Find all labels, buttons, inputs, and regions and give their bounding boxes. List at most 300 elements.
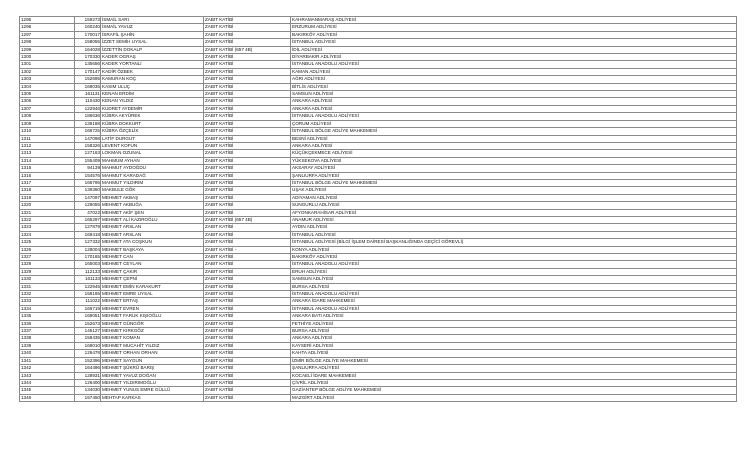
table-row [20,83,737,90]
job-title-cell: ZABIT KATİBİ [204,128,291,135]
row-number-cell: 1319 [20,194,75,201]
row-number-cell: 1343 [20,372,75,379]
registry-id-cell: 128004 [75,246,101,253]
table-row [20,194,737,201]
table-row [20,187,737,194]
court-unit-cell: ANKARA ADLİYESİ [291,98,737,105]
job-title-cell: ZABIT KATİBİ [204,394,291,401]
full-name-cell: MAHMUT YILDIRIM [101,179,204,186]
full-name-cell: KADER YORTANLI [101,61,204,68]
full-name-cell: İZZET SEMİH UYSAL [101,39,204,46]
registry-id-cell: 154576 [75,172,101,179]
court-unit-cell: KAHTA ADLİYESİ [291,350,737,357]
row-number-cell: 1332 [20,291,75,298]
job-title-cell: ZABIT KATİBİ [204,157,291,164]
registry-id-cell: 122946 [75,105,101,112]
full-name-cell: İSMAİL SARI [101,17,204,24]
full-name-cell: İSRAFİL ŞAHİN [101,31,204,38]
row-number-cell: 1346 [20,394,75,401]
court-unit-cell: ANKARA ADLİYESİ [291,105,737,112]
row-number-cell: 1320 [20,202,75,209]
job-title-cell: ZABIT KATİBİ [204,268,291,275]
row-number-cell: 1313 [20,150,75,157]
job-title-cell: ZABIT KATİBİ [204,76,291,83]
table-row [20,335,737,342]
table-row [20,76,737,83]
registry-id-cell: 164028 [75,46,101,53]
table-row [20,276,737,283]
registry-id-cell: 158435 [75,335,101,342]
job-title-cell: ZABIT KATİBİ [204,313,291,320]
job-title-cell: ZABIT KATİBİ [204,172,291,179]
full-name-cell: İZZETTİN DOKALP [101,46,204,53]
table-row [20,246,737,253]
table-row [20,372,737,379]
court-unit-cell: İSTANBUL ANADOLU ADLİYESİ [291,261,737,268]
table-row [20,46,737,53]
registry-id-cell: 152673 [75,320,101,327]
row-number-cell: 1299 [20,46,75,53]
registry-id-cell: 170017 [75,31,101,38]
job-title-cell: ZABIT KATİBİ [204,305,291,312]
row-number-cell: 1328 [20,261,75,268]
registry-id-cell: 127879 [75,224,101,231]
court-unit-cell: AĞRI ADLİYESİ [291,76,737,83]
full-name-cell: MEHMET EMİN KARAKURT [101,283,204,290]
table-row [20,254,737,261]
court-unit-cell: KONYA ADLİYESİ [291,246,737,253]
job-title-cell: ZABIT KATİBİ [204,283,291,290]
full-name-cell: MEHMET FARUK KIŞIOĞLU [101,313,204,320]
job-title-cell: ZABIT KATİBİ [204,372,291,379]
full-name-cell: MAHMUT AYDOĞDU [101,165,204,172]
registry-id-cell: 161133 [75,276,101,283]
row-number-cell: 1327 [20,254,75,261]
court-unit-cell: UŞAK ADLİYESİ [291,187,737,194]
row-number-cell: 1345 [20,387,75,394]
row-number-cell: 1309 [20,120,75,127]
full-name-cell: MEHMET BAŞKAYA [101,246,204,253]
court-unit-cell: KAYSERİ ADLİYESİ [291,342,737,349]
job-title-cell: ZABIT KATİBİ [204,120,291,127]
registry-id-cell: 47022 [75,209,101,216]
row-number-cell: 1329 [20,268,75,275]
row-number-cell: 1306 [20,98,75,105]
row-number-cell: 1302 [20,68,75,75]
full-name-cell: KADİR ÖZBEK [101,68,204,75]
job-title-cell: ZABIT KATİBİ [204,261,291,268]
registry-id-cell: 129055 [75,202,101,209]
table-row [20,342,737,349]
full-name-cell: MEHMET YUNUS EMRE GÜLLÜ [101,387,204,394]
row-number-cell: 1321 [20,209,75,216]
registry-id-cell: 157450 [75,394,101,401]
row-number-cell: 1318 [20,187,75,194]
table-row [20,113,737,120]
table-row [20,54,737,61]
table-row [20,202,737,209]
registry-id-cell: 126478 [75,350,101,357]
row-number-cell: 1336 [20,320,75,327]
court-unit-cell: İSTANBUL ANADOLU ADLİYESİ [291,291,737,298]
registry-id-cell: 139188 [75,120,101,127]
court-unit-cell: BURSA ADLİYESİ [291,283,737,290]
registry-id-cell: 165003 [75,261,101,268]
court-unit-cell: SUNGURLU ADLİYESİ [291,202,737,209]
court-unit-cell: ANAMUR ADLİYESİ [291,216,737,223]
table-row [20,209,737,216]
full-name-cell: MAHMUT KARADAĞ [101,172,204,179]
full-name-cell: MEHMET KIRKGÖZ [101,328,204,335]
full-name-cell: MEHTAP KARKAS [101,394,204,401]
table-row [20,320,737,327]
registry-id-cell: 147097 [75,194,101,201]
row-number-cell: 1316 [20,172,75,179]
registry-id-cell: 127332 [75,239,101,246]
job-title-cell: ZABIT KATİBİ [204,113,291,120]
row-number-cell: 1317 [20,179,75,186]
row-number-cell: 1331 [20,283,75,290]
job-title-cell: ZABIT KATİBİ [204,31,291,38]
court-unit-cell: BAKIRKÖY ADLİYESİ [291,31,737,38]
table-row [20,298,737,305]
table-row [20,142,737,149]
court-unit-cell: KAMAN ADLİYESİ [291,68,737,75]
court-unit-cell: BAKIRKÖY ADLİYESİ [291,254,737,261]
court-unit-cell: İZMİR BÖLGE ADLİYE MAHKEMESİ [291,357,737,364]
court-unit-cell: KAHRAMANMARAŞ ADLİYESİ [291,17,737,24]
court-unit-cell: İDİL ADLİYESİ [291,46,737,53]
table-row [20,387,737,394]
row-number-cell: 1322 [20,216,75,223]
job-title-cell: ZABIT KATİBİ [204,61,291,68]
job-title-cell: ZABIT KATİBİ [204,98,291,105]
job-title-cell: ZABIT KATİBİ [204,291,291,298]
court-unit-cell: ŞANLIURFA ADLİYESİ [291,365,737,372]
court-unit-cell: SAMSUN ADLİYESİ [291,91,737,98]
court-unit-cell: İSTANBUL ADLİYESİ (BİLGİ İŞLEM DAİRESİ BAŞKANLIĞINDA GEÇİCİ GÖREVLİ) [291,239,737,246]
job-title-cell: ZABIT KATİBİ [204,83,291,90]
table-row [20,179,737,186]
table-row [20,305,737,312]
court-unit-cell: BURSA ADLİYESİ [291,328,737,335]
table-row [20,39,737,46]
full-name-cell: MEHMET MUCAHİT YILDIZ [101,342,204,349]
full-name-cell: KENAN ERDİM [101,91,204,98]
row-number-cell: 1311 [20,135,75,142]
job-title-cell: ZABIT KATİBİ [204,209,291,216]
full-name-cell: KUDRET AYDEMİR [101,105,204,112]
registry-id-cell: 169035 [75,83,101,90]
job-title-cell: ZABIT KATİBİ [204,254,291,261]
row-number-cell: 1296 [20,24,75,31]
table-row [20,61,737,68]
court-unit-cell: KOCAELİ İDARE MAHKEMESİ [291,372,737,379]
registry-id-cell: 170330 [75,54,101,61]
table-row [20,224,737,231]
table-row [20,328,737,335]
job-title-cell: ZABIT KATİBİ [204,328,291,335]
court-unit-cell: ANKARA İDARE MAHKEMESİ [291,298,737,305]
court-unit-cell: AFYONKARAHİSAR ADLİYESİ [291,209,737,216]
job-title-cell: ZABIT KATİBİ [204,165,291,172]
full-name-cell: KÜBRA DOKKURT [101,120,204,127]
registry-id-cell: 166795 [75,179,101,186]
registry-id-cell: 166725 [75,128,101,135]
registry-id-cell: 152396 [75,357,101,364]
court-unit-cell: AKSARAY ADLİYESİ [291,165,737,172]
court-unit-cell: ANKARA BATI ADLİYESİ [291,313,737,320]
table-row [20,261,737,268]
registry-id-cell: 110430 [75,98,101,105]
table-row [20,120,737,127]
table-row [20,216,737,223]
court-unit-cell: İSTANBUL BÖLGE ADLİYE MAHKEMESİ [291,128,737,135]
full-name-cell: LOKMAN OZUNAL [101,150,204,157]
registry-id-cell: 145127 [75,328,101,335]
full-name-cell: KASIM ULUÇ [101,83,204,90]
court-unit-cell: YÜKSEKOVA ADLİYESİ [291,157,737,164]
row-number-cell: 1326 [20,246,75,253]
job-title-cell: ZABIT KATİBİ [204,298,291,305]
table-row [20,135,737,142]
registry-id-cell: 147098 [75,135,101,142]
registry-id-cell: 155409 [75,157,101,164]
court-unit-cell: BESNİ ADLİYESİ [291,135,737,142]
court-unit-cell: DİYARBAKIR ADLİYESİ [291,54,737,61]
table-row [20,350,737,357]
full-name-cell: MEHMET ARSLAN [101,224,204,231]
job-title-cell: ZABIT KATİBİ [204,179,291,186]
registry-id-cell: 170165 [75,254,101,261]
full-name-cell: MEHMET EMRE UYSAL [101,291,204,298]
table-row [20,157,737,164]
job-title-cell: ZABIT KATİBİ [204,187,291,194]
row-number-cell: 1324 [20,231,75,238]
row-number-cell: 1310 [20,128,75,135]
job-title-cell: ZABIT KATİBİ (657 4B) [204,216,291,223]
registry-id-cell: 159273 [75,17,101,24]
registry-id-cell: 134030 [75,387,101,394]
table-row [20,357,737,364]
table-row [20,231,737,238]
job-title-cell: ZABIT KATİBİ [204,365,291,372]
court-unit-cell: SAMSUN ADLİYESİ [291,276,737,283]
row-number-cell: 1300 [20,54,75,61]
job-title-cell: ZABIT KATİBİ (657 4B) [204,46,291,53]
court-unit-cell: ADIYAMAN ADLİYESİ [291,194,737,201]
row-number-cell: 1337 [20,328,75,335]
job-title-cell: ZABIT KATİBİ [204,379,291,386]
row-number-cell: 1295 [20,17,75,24]
registry-id-cell: 111022 [75,298,101,305]
job-title-cell: ZABIT KATİBİ [204,24,291,31]
full-name-cell: İSMAİL YAVUZ [101,24,204,31]
registry-id-cell: 139360 [75,187,101,194]
full-name-cell: KENAN YILDIZ [101,98,204,105]
court-unit-cell: KÜÇÜKÇEKMECE ADLİYESİ [291,150,737,157]
court-unit-cell: ANKARA ADLİYESİ [291,142,737,149]
job-title-cell: ZABIT KATİBİ [204,320,291,327]
row-number-cell: 1305 [20,91,75,98]
row-number-cell: 1307 [20,105,75,112]
table-row [20,105,737,112]
row-number-cell: 1303 [20,76,75,83]
job-title-cell: ZABIT KATİBİ [204,350,291,357]
job-title-cell: ZABIT KATİBİ [204,17,291,24]
job-title-cell: ZABIT KATİBİ [204,276,291,283]
registry-id-cell: 169418 [75,231,101,238]
full-name-cell: MEHMET GÜNGÖR [101,320,204,327]
registry-id-cell: 170147 [75,68,101,75]
full-name-cell: MEHMET YILDIRIMOĞLU [101,379,204,386]
job-title-cell: ZABIT KATİBİ [204,91,291,98]
row-number-cell: 1315 [20,165,75,172]
row-number-cell: 1344 [20,379,75,386]
full-name-cell: LATİF DURGUT [101,135,204,142]
full-name-cell: MEHMET ÇEPNİ [101,276,204,283]
row-number-cell: 1335 [20,313,75,320]
job-title-cell: ZABIT KATİBİ [204,231,291,238]
registry-id-cell: 122945 [75,283,101,290]
job-title-cell: ZABIT KATİBİ [204,342,291,349]
court-unit-cell: ERUH ADLİYESİ [291,268,737,275]
full-name-cell: MEHMET ARSLAN [101,231,204,238]
row-number-cell: 1301 [20,61,75,68]
table-row [20,283,737,290]
table-row [20,239,737,246]
table-row [20,98,737,105]
table-row [20,68,737,75]
full-name-cell: MEHMET ERTAŞ [101,298,204,305]
table-row [20,379,737,386]
registry-id-cell: 128931 [75,372,101,379]
job-title-cell: ZABIT KATİBİ [204,357,291,364]
table-row [20,313,737,320]
full-name-cell: KADER OGRAŞ [101,54,204,61]
court-unit-cell: İSTANBUL BÖLGE ADLİYE MAHKEMESİ [291,179,737,186]
job-title-cell: ZABIT KATİBİ [204,68,291,75]
registry-id-cell: 94139 [75,165,101,172]
row-number-cell: 1325 [20,239,75,246]
job-title-cell: ZABIT KATİBİ [204,335,291,342]
row-number-cell: 1334 [20,305,75,312]
court-unit-cell: ANKARA ADLİYESİ [291,335,737,342]
row-number-cell: 1314 [20,157,75,164]
full-name-cell: MEHMET ÇAKIR [101,268,204,275]
row-number-cell: 1304 [20,83,75,90]
court-unit-cell: ŞANLIURFA ADLİYESİ [291,172,737,179]
row-number-cell: 1341 [20,357,75,364]
row-number-cell: 1342 [20,365,75,372]
table-row [20,165,737,172]
full-name-cell: MEHMET ATA COŞKUN [101,239,204,246]
registry-id-cell: 135656 [75,61,101,68]
table-row [20,17,737,24]
registry-id-cell: 164496 [75,365,101,372]
full-name-cell: MEHMET ORHAN ORHAN [101,350,204,357]
registry-id-cell: 158055 [75,39,101,46]
job-title-cell: ZABIT KATİBİ [204,135,291,142]
registry-id-cell: 165297 [75,216,101,223]
table-row [20,394,737,401]
registry-id-cell: 160240 [75,24,101,31]
court-unit-cell: FETHİYE ADLİYESİ [291,320,737,327]
row-number-cell: 1339 [20,342,75,349]
registry-id-cell: 152695 [75,76,101,83]
table-row [20,91,737,98]
full-name-cell: MAHMUM AYHAN [101,157,204,164]
table-row [20,291,737,298]
court-unit-cell: ÇORUM ADLİYESİ [291,120,737,127]
full-name-cell: MEHMET CAN [101,254,204,261]
row-number-cell: 1333 [20,298,75,305]
registry-id-cell: 158165 [75,291,101,298]
table-row [20,172,737,179]
court-unit-cell: İSTANBUL ADLİYESİ [291,231,737,238]
full-name-cell: MEHMET CEYLAN [101,261,204,268]
registry-id-cell: 158326 [75,142,101,149]
court-unit-cell: İSTANBUL ADLİYESİ [291,39,737,46]
court-unit-cell: İSTANBUL ANADOLU ADLİYESİ [291,113,737,120]
row-number-cell: 1340 [20,350,75,357]
personnel-table [19,16,737,402]
row-number-cell: 1298 [20,39,75,46]
full-name-cell: MEHMET YAVUZ DOĞAN [101,372,204,379]
job-title-cell: ZABIT KATİBİ [204,150,291,157]
registry-id-cell: 166719 [75,305,101,312]
full-name-cell: MEHMET AKBAŞ [101,194,204,201]
court-unit-cell: AYDIN ADLİYESİ [291,224,737,231]
court-unit-cell: ÇİVRİL ADLİYESİ [291,379,737,386]
full-name-cell: KAMURAN KOÇ [101,76,204,83]
court-unit-cell: MAZGİRT ADLİYESİ [291,394,737,401]
full-name-cell: MEHMET AKBUĞA [101,202,204,209]
full-name-cell: KÜBRA AKYÜREK [101,113,204,120]
full-name-cell: KÜBRA ÖZÇELİK [101,128,204,135]
table-row [20,365,737,372]
registry-id-cell: 169051 [75,313,101,320]
job-title-cell: ZABIT KATİBİ [204,387,291,394]
registry-id-cell: 112133 [75,268,101,275]
table-row [20,24,737,31]
court-unit-cell: İSTANBUL ANADOLU ADLİYESİ [291,305,737,312]
full-name-cell: MEHMET AKİF ŞEN [101,209,204,216]
registry-id-cell: 161131 [75,91,101,98]
job-title-cell: ZABIT KATİBİ [204,202,291,209]
full-name-cell: MAKBULE GÖK [101,187,204,194]
table-body [20,17,737,402]
job-title-cell: ZABIT KATİBİ [204,142,291,149]
registry-id-cell: 186636 [75,113,101,120]
row-number-cell: 1308 [20,113,75,120]
table-row [20,128,737,135]
table-row [20,31,737,38]
court-unit-cell: İSTANBUL ANADOLU ADLİYESİ [291,61,737,68]
full-name-cell: LEVENT KOFUN [101,142,204,149]
registry-id-cell: 169010 [75,342,101,349]
table-row [20,150,737,157]
full-name-cell: MEHMET ŞÜKRÜ BARIŞ [101,365,204,372]
registry-id-cell: 127163 [75,150,101,157]
court-unit-cell: GAZİANTEP BÖLGE ADLİYE MAHKEMESİ [291,387,737,394]
job-title-cell: ZABIT KATİBİ [204,194,291,201]
job-title-cell: ZABIT KATİBİ [204,224,291,231]
full-name-cell: MEHMET KOMAN [101,335,204,342]
full-name-cell: MEHMET EVREN [101,305,204,312]
job-title-cell: ZABIT KATİBİ - [204,246,291,253]
registry-id-cell: 126400 [75,379,101,386]
